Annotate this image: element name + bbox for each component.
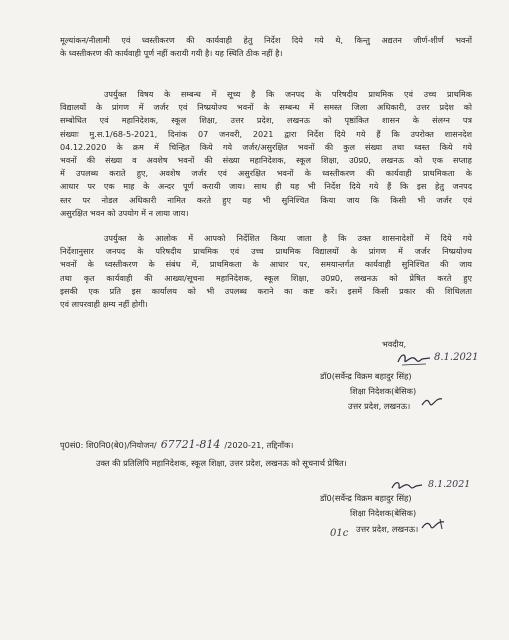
- paragraph-line: सम्बोधित एवं महानिदेशक, स्कूल शिक्षा, उत्तर प्रदेश, लखनऊ को पृष्ठांकित शासन के संलग्न पत्र: [60, 115, 472, 126]
- paragraph-line: स्तर पर नोडल अधिकारी नामित करते हुए यह भी सुनिश्चित किया जाय कि किसी भी जर्जर एवं: [60, 194, 472, 205]
- paragraph-line: संख्याः मु.स.1/68-5-2021, दिनांक 07 जनवरी, 2021 द्वारा निर्देश दिये गये हैं कि उपरोक्त शासनदेश: [60, 128, 472, 139]
- paragraph-line: निर्देशानुसार जनपद के परिषदीय प्राथमिक एवं उच्च प्राथमिक विद्यालयों के प्रांगण में जर्जर निष्प्रयोज्य: [60, 246, 472, 257]
- signature-date: 8.1.2021: [434, 352, 479, 363]
- paragraph-line: असुरक्षित भवन को उपयोग में न लाया जाय।: [60, 207, 189, 218]
- initial-mark: [420, 517, 446, 533]
- closing-text: भवदीय,: [382, 339, 407, 349]
- signatory-designation: शिक्षा निदेशक(बेसिक): [350, 386, 417, 396]
- reference-number-handwritten: 67721-814: [160, 438, 221, 451]
- paragraph-line: उपर्युक्त के आलोक में आपको निर्देशित किया जाता है कि उक्त शासनादेशों में दिये गये: [104, 233, 472, 243]
- signature-date: 8.1.2021: [428, 479, 471, 490]
- initial-mark: [420, 395, 444, 409]
- paragraph-line: एवं लापरवाही क्षम्य नहीं होगी।: [60, 299, 148, 310]
- paragraph-line: भवनों के ध्वस्तीकरण के संबंध में, प्राथमिकता के आधार पर, समयान्तर्गत कार्यवाही सुनिश्चित की जाय: [60, 259, 472, 270]
- intro-paragraph: [60, 34, 472, 60]
- signature-scribble: [390, 478, 424, 494]
- paragraph-line: इसकी एक प्रति इस कार्यालय को भी उपलब्ध कराने का कष्ट करें। इसमें किसी प्रकार की शिथिलता: [60, 285, 472, 296]
- paragraph-line: विद्यालयों के प्रांगण में जर्जर एवं निष्प्रयोज्य भवनों के सम्बन्ध में समस्त जिला अधिकारी, उत्तर प्रदेश को: [60, 102, 472, 113]
- paragraph-line: भवनों की संख्या व अवशेष भवनों की संख्या महानिदेशक, स्कूल शिक्षा, उ0प्र0, लखनऊ को एक सप्ताह: [60, 155, 472, 166]
- reference-prefix: पृ0सं0: शि0नि0(बे0)/नियोजन/: [60, 440, 157, 450]
- intro-line: मूल्यांकन/नीलामी एवं ध्वस्तीकरण की कार्यवाही हेतु निर्देश दिये गये थे, किन्तु अद्यतन जीर्ण-शीर्ण भवनों: [60, 35, 472, 45]
- intro-line: के ध्वस्तीकरण की कार्यवाही पूर्ण नहीं करायी गयी है। यह स्थिति ठीक नहीं है।: [60, 48, 283, 59]
- paragraph-line: तथा कृत कार्यवाही की आख्या/सूचना महानिदेशक, स्कूल शिक्षा, उ0प्र0, लखनऊ को प्रेषित करते हुए: [60, 272, 472, 283]
- reference-suffix: /2020-21, तद्दिनाँक।: [224, 440, 294, 450]
- signature-scribble: [396, 350, 432, 368]
- body-paragraph-2: [60, 232, 472, 311]
- signatory-designation: शिक्षा निदेशक(बेसिक): [350, 508, 417, 518]
- reference-line: [60, 438, 293, 451]
- body-paragraph-1: [60, 88, 472, 220]
- paragraph-line: उपर्युक्त विषय के सम्बन्ध में सूच्य है कि जनपद के परिषदीय प्राथमिक एवं उच्च प्राथमिक: [104, 89, 472, 99]
- paragraph-line: में उपलब्ध कराते हुए, अवशेष जर्जर एवं असुरक्षित भवनों के ध्वस्तीकरण की कार्यवाही प्राथमिकता के: [60, 168, 472, 179]
- paragraph-line: आधार पर एक माह के अन्दर पूर्ण करायी जाय। साथ ही यह भी निर्देश दिये गये हैं कि इस हेतु जनपद: [60, 181, 472, 192]
- paragraph-line: 04.12.2020 के क्रम में चिन्हित किये गये जर्जर/असुरक्षित भवनों की कुल संख्या तथा ध्वस्त किये गये: [60, 141, 472, 152]
- handwritten-initials: 01c: [330, 528, 349, 539]
- signatory-place: उत्तर प्रदेश, लखनऊ।: [348, 401, 411, 411]
- signatory-name: डॉ0(सर्वेन्द्र विक्रम बहादुर सिंह): [320, 371, 412, 381]
- signatory-place: उत्तर प्रदेश, लखनऊ।: [356, 524, 419, 534]
- signatory-name: डॉ0(सर्वेन्द्र विक्रम बहादुर सिंह): [320, 493, 412, 503]
- copy-forward-note: उक्त की प्रतिलिपि महानिदेशक, स्कूल शिक्षा, उत्तर प्रदेश, लखनऊ को सूचनार्थ प्रेषित।: [96, 458, 347, 468]
